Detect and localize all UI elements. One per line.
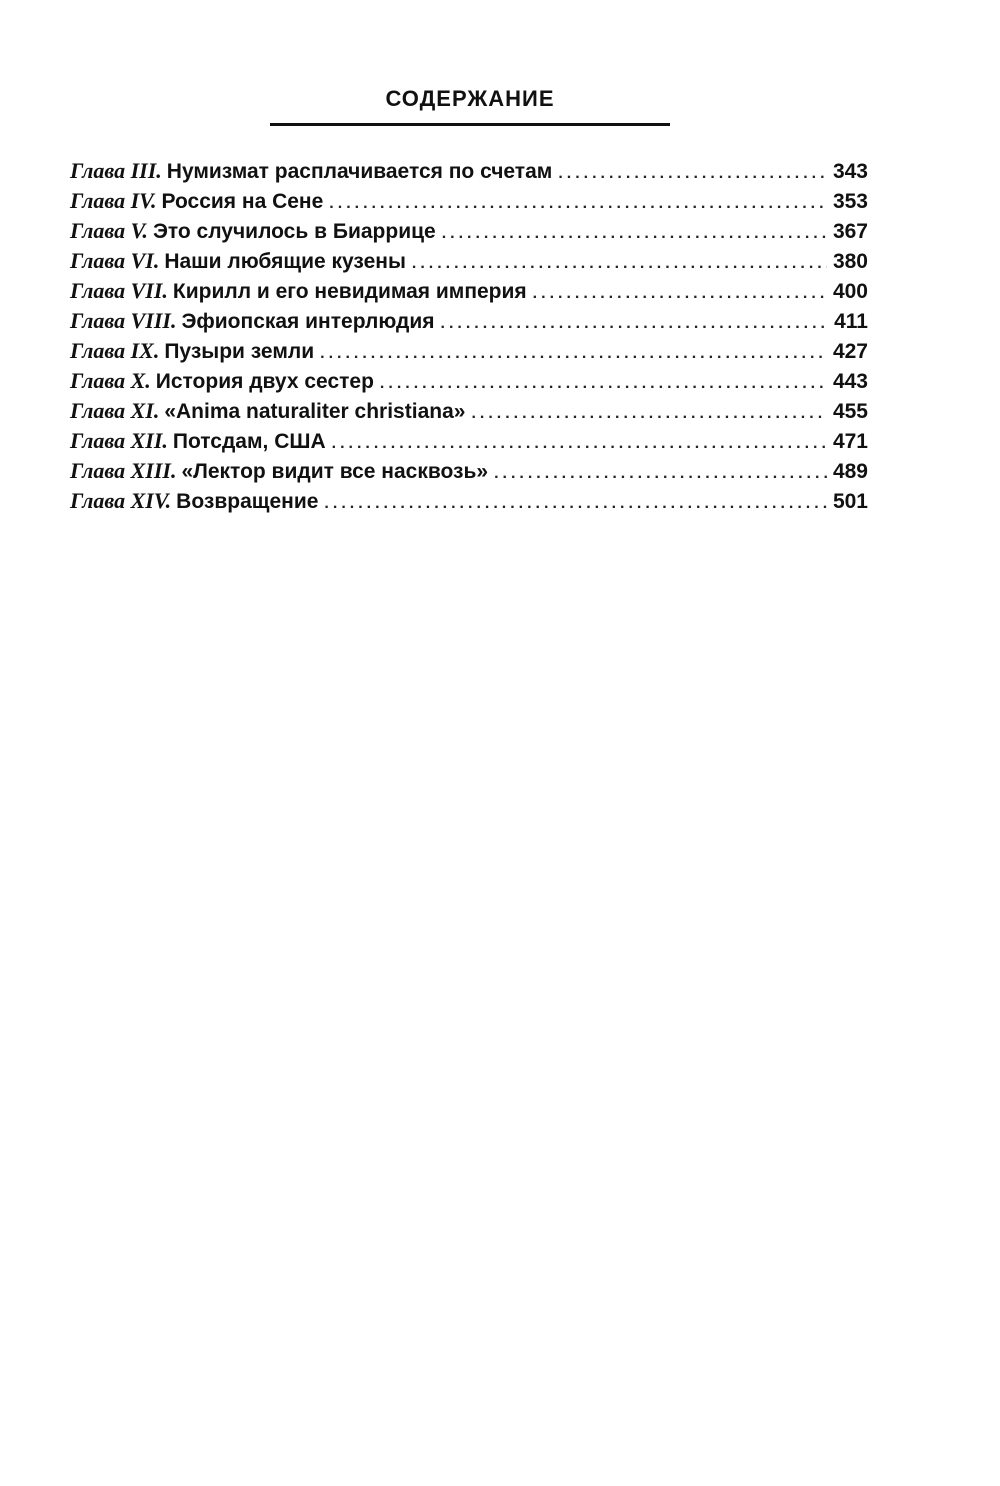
table-of-contents [70, 156, 868, 516]
chapter-title: «Лектор видит все насквозь» [181, 460, 489, 483]
page-number: 489 [832, 460, 868, 483]
toc-entry [70, 306, 868, 336]
toc-entry [70, 486, 868, 516]
chapter-label: Глава IV. [70, 188, 157, 213]
chapter-title: «Anima naturaliter christiana» [164, 400, 466, 423]
toc-entry [70, 396, 868, 426]
dot-leader [441, 309, 829, 339]
page-number: 427 [832, 340, 868, 363]
toc-entry [70, 186, 868, 216]
toc-entry [70, 336, 868, 366]
dot-leader [320, 339, 827, 369]
dot-leader [442, 219, 827, 249]
page-number: 367 [832, 220, 868, 243]
chapter-title: Эфиопская интерлюдия [181, 310, 435, 333]
chapter-label: Глава XI. [70, 398, 160, 423]
chapter-title: Наши любящие кузены [164, 250, 406, 273]
chapter-label: Глава VIII. [70, 308, 177, 333]
toc-entry [70, 216, 868, 246]
toc-entry [70, 426, 868, 456]
chapter-title: Возвращение [176, 490, 319, 513]
chapter-label: Глава III. [70, 158, 162, 183]
dot-leader [324, 489, 827, 519]
dot-leader [329, 189, 827, 219]
contents-heading: СОДЕРЖАНИЕ [385, 86, 555, 111]
chapter-label: Глава X. [70, 368, 151, 393]
toc-entry [70, 246, 868, 276]
chapter-title: Пузыри земли [164, 340, 315, 363]
toc-entry [70, 366, 868, 396]
chapter-title: Кирилл и его невидимая империя [172, 280, 527, 303]
page-number: 443 [832, 370, 868, 393]
toc-entry [70, 156, 868, 186]
chapter-label: Глава VII. [70, 278, 168, 303]
page-number: 343 [832, 160, 868, 183]
page-number: 501 [832, 490, 868, 513]
chapter-label: Глава IX. [70, 338, 160, 363]
page-number: 353 [832, 190, 868, 213]
page-number: 380 [832, 250, 868, 273]
chapter-label: Глава VI. [70, 248, 160, 273]
dot-leader [494, 459, 827, 489]
dot-leader [558, 159, 827, 189]
dot-leader [471, 399, 827, 429]
page-number: 400 [832, 280, 868, 303]
chapter-label: Глава XIV. [70, 488, 172, 513]
chapter-title: Нумизмат расплачивается по счетам [166, 160, 553, 183]
page-number: 455 [832, 400, 868, 423]
toc-entry [70, 276, 868, 306]
page-number: 411 [834, 310, 868, 333]
chapter-label: Глава XIII. [70, 458, 177, 483]
chapter-title: История двух сестер [155, 370, 374, 393]
dot-leader [412, 249, 827, 279]
chapter-label: Глава V. [70, 218, 148, 243]
toc-entry [70, 456, 868, 486]
dot-leader [332, 429, 827, 459]
dot-leader [380, 369, 827, 399]
heading-underline [270, 123, 670, 126]
chapter-title: Это случилось в Биаррице [152, 220, 436, 243]
chapter-title: Потсдам, США [172, 430, 326, 453]
dot-leader [533, 279, 827, 309]
page-number: 471 [832, 430, 868, 453]
chapter-title: Россия на Сене [161, 190, 324, 213]
chapter-label: Глава XII. [70, 428, 168, 453]
